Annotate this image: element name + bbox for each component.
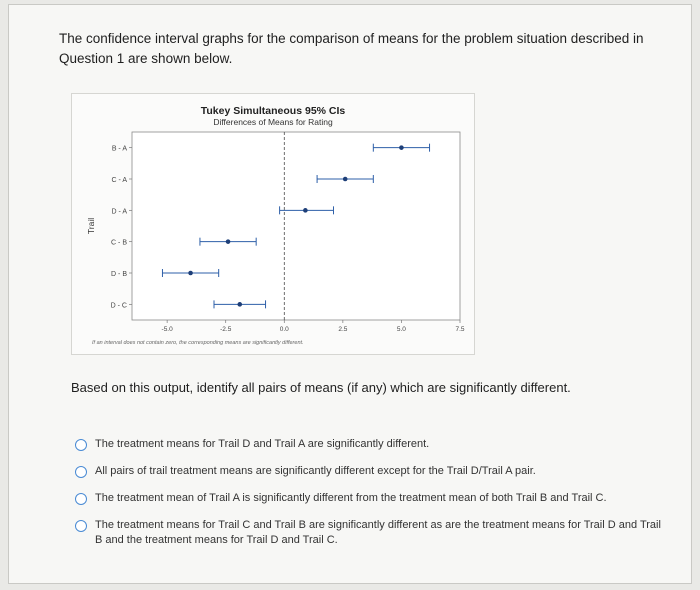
answer-option-1[interactable] xyxy=(75,437,665,452)
y-tick-label: D - C xyxy=(110,302,127,310)
x-tick-label: 0.0 xyxy=(279,326,289,333)
radio-button-4[interactable] xyxy=(75,520,87,532)
answer-option-label: The treatment mean of Trail A is significantly different from the treatment mean of both Trail B and Trail C. xyxy=(95,492,607,504)
radio-button-2[interactable] xyxy=(75,466,87,478)
y-tick-label: C - B xyxy=(111,239,127,247)
x-tick-label: 7.5 xyxy=(455,326,465,333)
answer-option-label: All pairs of trail treatment means are significantly different except for the Trail D/Trail A pair. xyxy=(95,465,536,477)
answer-option-4[interactable] xyxy=(75,518,665,548)
y-tick-label: C - A xyxy=(111,177,127,184)
x-tick-label: -5.0 xyxy=(161,326,173,333)
answer-option-label: The treatment means for Trail D and Trail A are significantly different. xyxy=(95,438,430,450)
chart-subtitle: Differences of Means for Rating xyxy=(213,117,333,127)
ci-mean-point xyxy=(399,145,404,150)
plot-area xyxy=(132,132,460,320)
answer-option-label: The treatment means for Trail C and Trail B are significantly different as are the treatment means for Trail D and Trail B and the treatment means for Trail D and Trail C. xyxy=(95,519,661,546)
x-tick-label: -2.5 xyxy=(220,326,232,333)
radio-button-3[interactable] xyxy=(75,493,87,505)
chart-svg xyxy=(72,94,474,354)
prompt-text: Based on this output, identify all pairs of means (if any) which are significantly different. xyxy=(71,380,571,395)
ci-mean-point xyxy=(237,302,242,307)
question-text: The confidence interval graphs for the comparison of means for the problem situation described in Question 1 are shown below. xyxy=(59,31,644,66)
y-axis-label: Trail xyxy=(86,217,96,235)
ci-mean-point xyxy=(226,239,231,244)
y-tick-label: D - B xyxy=(111,271,127,278)
answer-option-3[interactable] xyxy=(75,491,665,506)
chart-footnote: If an interval does not contain zero, the corresponding means are significantly different. xyxy=(92,340,304,346)
ci-mean-point xyxy=(188,271,193,276)
question-card xyxy=(8,4,692,584)
radio-button-1[interactable] xyxy=(75,439,87,451)
ci-mean-point xyxy=(303,208,308,213)
y-tick-label: B - A xyxy=(111,145,127,153)
x-tick-label: 2.5 xyxy=(338,326,348,333)
x-tick-label: 5.0 xyxy=(396,326,406,333)
tukey-ci-chart xyxy=(71,93,475,355)
answer-options xyxy=(75,437,665,560)
answer-option-2[interactable] xyxy=(75,464,665,479)
ci-mean-point xyxy=(343,177,348,182)
chart-title: Tukey Simultaneous 95% CIs xyxy=(200,105,346,117)
y-tick-label: D - A xyxy=(111,208,127,216)
